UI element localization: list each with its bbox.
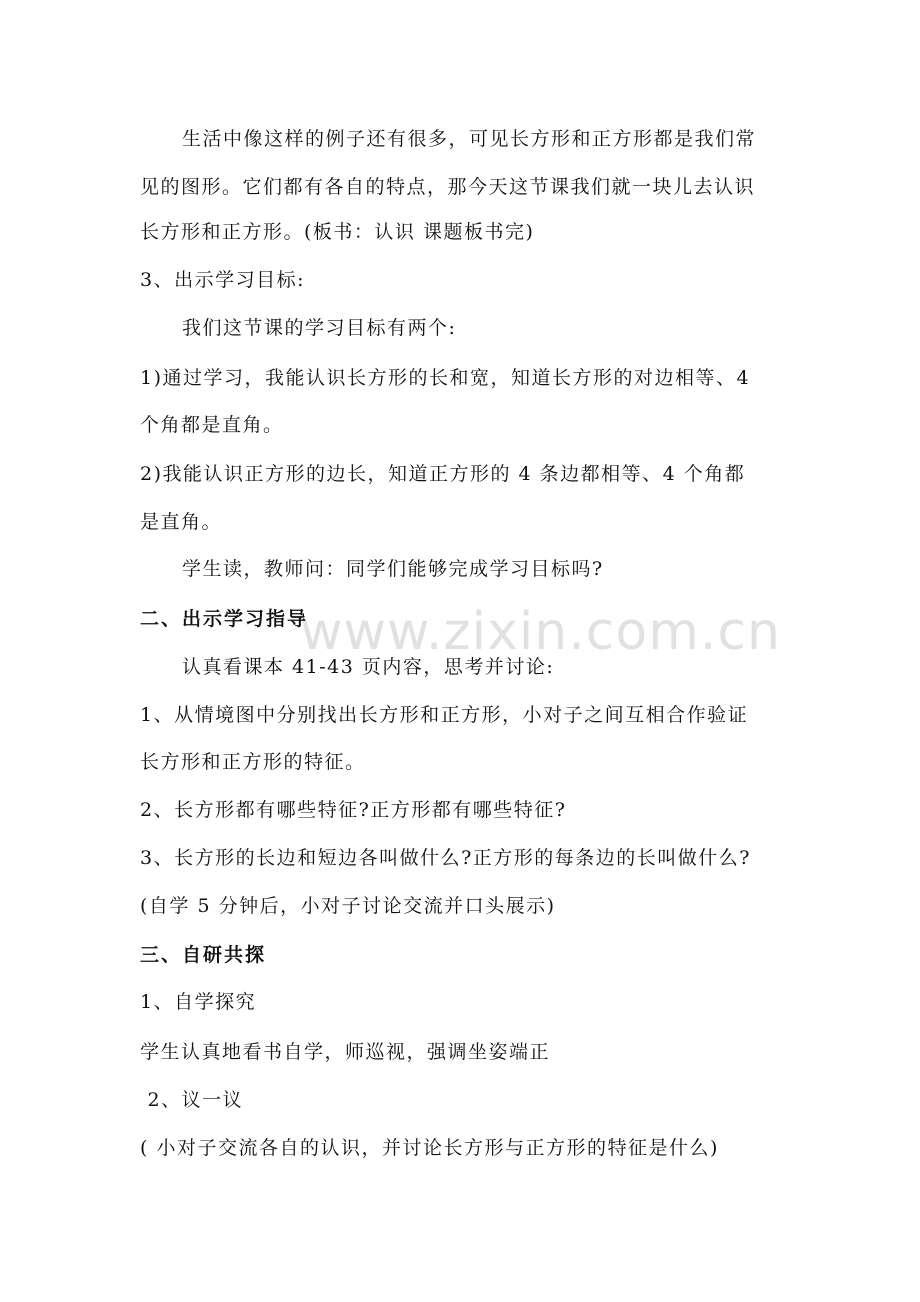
paragraph-line: 认真看课本 41-43 页内容，思考并讨论: xyxy=(182,656,555,678)
guide-item: 2、长方形都有哪些特征?正方形都有哪些特征? xyxy=(140,799,567,821)
paragraph-line: 生活中像这样的例子还有很多，可见长方形和正方形都是我们常 xyxy=(182,128,757,150)
paragraph-line: ( 小对子交流各自的认识，并讨论长方形与正方形的特征是什么) xyxy=(140,1137,719,1159)
paragraph-line: (自学 5 分钟后，小对子讨论交流并口头展示) xyxy=(140,895,556,917)
section-heading: 三、自研共探 xyxy=(140,944,267,966)
objective-item: 1)通过学习，我能认识长方形的长和宽，知道长方形的对边相等、4 xyxy=(140,367,751,389)
section-subheading: 1、自学探究 xyxy=(140,991,257,1013)
watermark-text: www.zixin.com.cn xyxy=(300,602,781,662)
paragraph-line: 学生认真地看书自学，师巡视，强调坐姿端正 xyxy=(140,1041,551,1063)
guide-item: 3、长方形的长边和短边各叫做什么?正方形的每条边的长叫做什么? xyxy=(140,847,751,869)
paragraph-line: 见的图形。它们都有各自的特点，那今天这节课我们就一块儿去认识 xyxy=(140,176,756,198)
guide-item: 1、从情境图中分别找出长方形和正方形，小对子之间互相合作验证 xyxy=(140,704,749,726)
paragraph-line: 长方形和正方形。(板书：认识 课题板书完) xyxy=(140,221,535,243)
section-heading: 二、出示学习指导 xyxy=(140,608,309,630)
objective-item-continuation: 是直角。 xyxy=(140,511,223,533)
objective-item: 2)我能认识正方形的边长，知道正方形的 4 条边都相等、4 个角都 xyxy=(140,463,746,485)
objective-item-continuation: 个角都是直角。 xyxy=(140,414,284,436)
section-subheading: 2、议一议 xyxy=(140,1089,244,1111)
paragraph-line: 学生读，教师问：同学们能够完成学习目标吗? xyxy=(182,558,604,580)
section-subheading: 3、出示学习目标: xyxy=(140,269,305,291)
paragraph-line: 我们这节课的学习目标有两个: xyxy=(182,317,457,339)
guide-item-continuation: 长方形和正方形的特征。 xyxy=(140,751,366,773)
